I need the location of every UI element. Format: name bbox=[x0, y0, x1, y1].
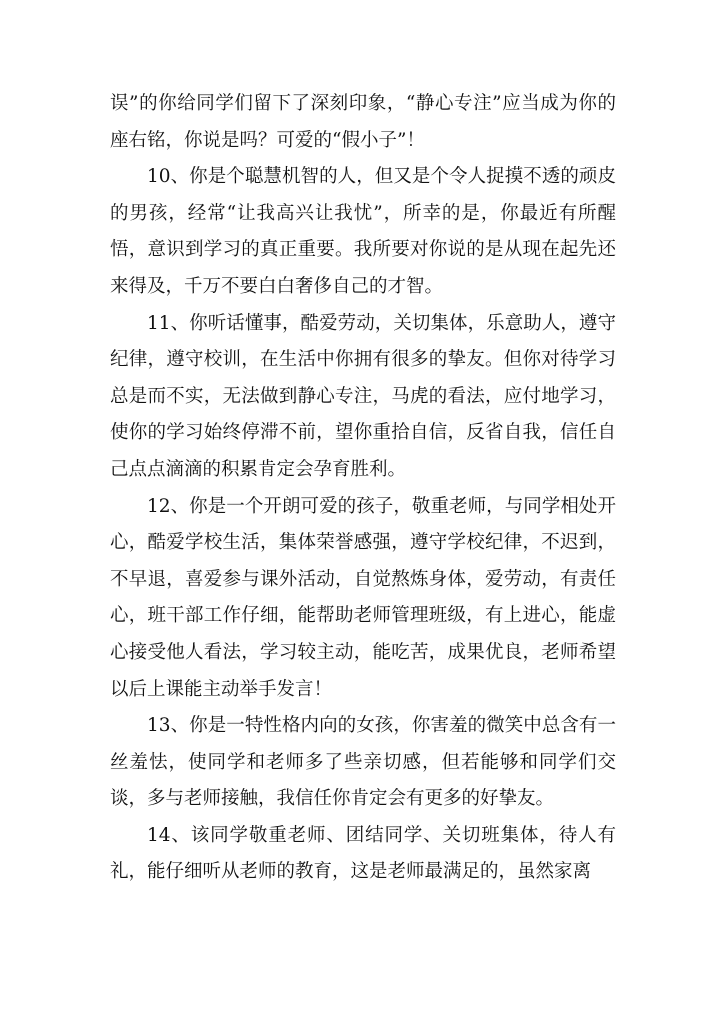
paragraph-comment-10: 10、你是个聪慧机智的人，但又是个令人捉摸不透的顽皮的男孩，经常“让我高兴让我忧”，所幸的是，你最近有所醒悟，意识到学习的真正重要。我所要对你说的是从现在起先还来得及，千万不要白白奢侈自己的才智。 bbox=[110, 166, 616, 297]
paragraph-comment-14: 14、该同学敬重老师、团结同学、关切班集体，待人有礼，能仔细听从老师的教育，这是老师最满足的，虽然家离 bbox=[110, 824, 616, 883]
paragraph-comment-12: 12、你是一个开朗可爱的孩子，敬重老师，与同学相处开心，酷爱学校生活，集体荣誉感强，遵守学校纪律，不迟到，不早退，喜爱参与课外活动，自觉熬炼身体，爱劳动，有责任心，班干部工作仔细，能帮助老师管理班级，有上进心，能虚心接受他人看法，学习较主动，能吃苦，成果优良，老师希望以后上课能主动举手发言！ bbox=[110, 495, 616, 700]
paragraph-comment-11: 11、你听话懂事，酷爱劳动，关切集体，乐意助人，遵守纪律，遵守校训，在生活中你拥有很多的挚友。但你对待学习总是而不实，无法做到静心专注，马虎的看法，应付地学习，使你的学习始终停滞不前，望你重拾自信，反省自我，信任自己点点滴滴的积累肯定会孕育胜利。 bbox=[110, 312, 616, 480]
document-body bbox=[110, 86, 616, 891]
paragraph-continuation: 误”的你给同学们留下了深刻印象，“静心专注”应当成为你的座右铭，你说是吗？可爱的“假小子”！ bbox=[110, 93, 616, 151]
paragraph-comment-13: 13、你是一特性格内向的女孩，你害羞的微笑中总含有一丝羞怯，使同学和老师多了些亲切感，但若能够和同学们交谈，多与老师接触，我信任你肯定会有更多的好挚友。 bbox=[110, 715, 616, 810]
